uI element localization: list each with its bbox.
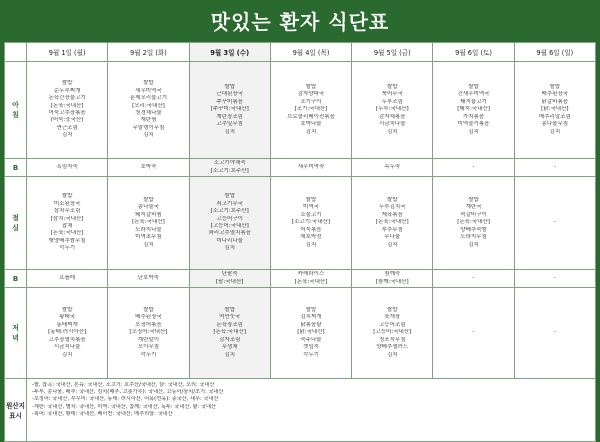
menu-item: 두부조림 [381, 98, 403, 105]
menu-item: 쌀밥 [61, 307, 73, 314]
meal-label-line: 아 [12, 101, 19, 109]
menu-item: 미역줄기볶음 [457, 121, 490, 128]
meal-label-line: 심 [12, 224, 19, 232]
menu-cell [27, 288, 108, 379]
menu-item: 김치 [468, 241, 479, 248]
origin-line: -두부, 콩나물, 배추: 국내산, 김치(배추, 고춧가루): 국내산, 고등어/삼치/조기: 국내산 [32, 389, 224, 396]
menu-item: 김치 [224, 351, 236, 358]
menu-item: 김치 [224, 245, 236, 252]
menu-item: 배추된장국 [135, 314, 162, 321]
menu-item: 흑임자죽 [56, 163, 78, 170]
menu-item: 호박죽 [140, 163, 157, 170]
menu-item: 돼지불고기 [460, 98, 487, 105]
menu-cell [352, 177, 433, 270]
menu-item: 애호박전 [300, 234, 322, 241]
meal-label-line: 침 [12, 111, 19, 119]
menu-cell [514, 270, 595, 288]
breakfast-row [5, 62, 596, 159]
menu-item: 감자채볶음 [378, 113, 406, 120]
menu-cell [108, 288, 189, 379]
menu-item: 떡만둣국 [219, 314, 241, 321]
menu-item: 햇양배추쌈무침 [48, 237, 86, 244]
menu-item: 쌀밥 [61, 193, 73, 200]
menu-item: 깍두기 [303, 351, 319, 358]
day-header: 9월 6일 (일) [514, 43, 595, 62]
menu-cell [270, 177, 351, 270]
origin-text [27, 379, 596, 442]
menu-item: 김치 [386, 241, 398, 248]
menu-item: 쌀밥 [468, 84, 479, 91]
menu-cell [270, 159, 351, 177]
menu-item: - [553, 274, 556, 281]
menu-item: 조기구이 [300, 98, 322, 105]
snack-row-morning [5, 159, 596, 177]
menu-item: 고등어조림 [378, 321, 406, 328]
menu-item: 참깨죽 [384, 271, 401, 278]
menu-item: [고등어:국내산] [210, 223, 249, 229]
menu-item: 단팥죽 [221, 271, 238, 278]
day-header: 9월 1일 (월) [27, 43, 108, 62]
menu-item: 어묵고추장볶음 [48, 110, 86, 116]
dinner-row [5, 288, 596, 379]
menu-item: 쇠고기무국 [216, 200, 243, 207]
menu-item: 호박나물 [300, 121, 322, 128]
origin-label: 원산지 표시 [5, 379, 27, 442]
menu-item: 오이무침 [137, 344, 160, 351]
origin-line: -북어: 국내산, 황태: 국내산, 베이컨: 국내산, 메추리알: 국내산 [32, 410, 173, 417]
menu-cell [189, 288, 270, 379]
day-header: 9월 5일 (금) [352, 43, 433, 62]
menu-item: 북어무국 [381, 91, 403, 98]
menu-item: 깍두기 [59, 245, 76, 252]
menu-item: 황태국 [59, 314, 76, 321]
menu-item: 계란말이 [137, 336, 160, 343]
menu-item: 고추잎무침 [216, 121, 243, 128]
meal-label [5, 288, 27, 379]
page-title: 맛있는 환자 식단표 [210, 10, 390, 34]
menu-cell [514, 159, 595, 177]
menu-item: [동태:러시아산] [48, 329, 87, 336]
menu-item: 김치 [305, 128, 317, 135]
day-header: 9월 6일 (토) [433, 43, 514, 62]
menu-item: 무말랭이무침 [132, 124, 165, 131]
menu-item: 미소된장국 [53, 200, 81, 207]
menu-item: 계란국 [465, 204, 482, 211]
menu-item: 쌀밥 [224, 307, 236, 314]
meal-label [5, 270, 27, 288]
menu-item: [돈육:국내산] [375, 219, 409, 226]
menu-item: [돈육:국내산] [457, 219, 490, 226]
menu-item: [삼치:국내산] [50, 215, 84, 222]
menu-cell [352, 270, 433, 288]
menu-item: - [553, 329, 556, 336]
menu-item: 시금치나물 [378, 121, 406, 128]
day-header: 9월 2일 (화) [108, 43, 189, 62]
menu-item: 김치찌개 [300, 314, 322, 321]
menu-item: 오징어볶음 [135, 321, 162, 328]
menu-item: [오징어:국내산] [129, 329, 168, 336]
menu-item: 요플레 [59, 274, 76, 281]
menu-item: 김치 [61, 351, 73, 358]
menu-item: 쌀밥 [305, 197, 317, 204]
menu-cell [514, 288, 595, 379]
menu-item: 가지볶음 [462, 113, 485, 120]
menu-item: 김치 [386, 128, 398, 135]
menu-item: 건새우미역국 [457, 91, 490, 98]
menu-item: - [553, 163, 556, 170]
menu-item: 쌀밥 [61, 80, 73, 87]
menu-item: [돈육:국내산] [50, 230, 84, 237]
menu-cell [352, 159, 433, 177]
menu-item: 동태찌개 [56, 321, 78, 328]
menu-item: 배추된장국 [541, 91, 569, 98]
menu-item: 쌀밥 [143, 197, 154, 204]
lunch-row [5, 177, 596, 270]
menu-cell [108, 177, 189, 270]
menu-cell [108, 62, 189, 159]
menu-item: 무생채 [221, 344, 238, 351]
menu-item: 미나리나물 [216, 237, 243, 244]
menu-item: 제육볶음 [381, 211, 403, 218]
menu-item: 메추리알조림 [538, 113, 571, 120]
menu-item: [돈육:국내산] [294, 278, 328, 285]
menu-cell [433, 177, 514, 270]
menu-item: 계란찜 [140, 117, 157, 124]
menu-item: 육개장 [384, 314, 401, 321]
menu-item: 꽈리고추멸치볶음 [208, 230, 251, 237]
menu-item: 미역국 [303, 204, 319, 211]
menu-item: 쌀밥 [224, 193, 236, 200]
menu-item: 쌀밥 [305, 84, 317, 91]
menu-item: [닭:국내산] [541, 106, 569, 113]
menu-cell [189, 62, 270, 159]
menu-item: 고추장멸치볶음 [48, 336, 86, 343]
menu-cell [27, 62, 108, 159]
menu-item: - [553, 219, 556, 226]
menu-cell [433, 159, 514, 177]
menu-item: [조기:국내산] [294, 106, 328, 113]
menu-item: 무나물 [384, 234, 401, 241]
menu-item: 김치 [61, 132, 73, 139]
menu-item: [팥:국내산] [216, 278, 244, 285]
menu-item: 쌀밥 [386, 307, 398, 314]
menu-item: 쌀밥 [386, 84, 398, 91]
menu-cell [27, 270, 108, 288]
origin-line: -쌀, 잡곡: 국내산, 돈육: 국내산, 소고기: 호주산/국내산, 닭: 국내산, 오리: 국내산 [32, 382, 215, 388]
menu-cell [433, 62, 514, 159]
menu-item: 순두부찌개 [53, 87, 81, 94]
menu-item: 고등어구이 [216, 215, 243, 222]
meal-label-line: B [12, 274, 19, 283]
menu-item: 떡갈비구이 [460, 211, 487, 218]
menu-cell [514, 177, 595, 270]
menu-item: 깍두기 [140, 351, 157, 358]
menu-item: 근대된장국 [216, 91, 243, 98]
menu-item: 콩나물국 [137, 204, 160, 211]
menu-item: - [472, 274, 475, 281]
menu-item: 쌀밥 [549, 84, 561, 91]
menu-item: 연근조림 [56, 124, 78, 131]
menu-item: 잡채 [61, 223, 73, 229]
menu-item: [돈육:국내산] [132, 219, 165, 226]
menu-cell [27, 177, 108, 270]
menu-item: 미역초무침 [135, 234, 162, 241]
menu-item: 김치 [143, 241, 154, 248]
menu-item: 김치 [386, 351, 398, 358]
meal-label-line: 점 [12, 214, 19, 222]
menu-item: 소불고기 [300, 211, 322, 218]
menu-item: [소고기:국내산] [291, 219, 330, 226]
meal-label-line: 녁 [12, 334, 19, 342]
menu-item: 김치 [549, 128, 561, 135]
menu-item: 쭈꾸미볶음 [216, 98, 243, 105]
menu-item: 훈제오리불고기 [129, 95, 168, 102]
menu-item: [오리:국내산] [132, 102, 165, 109]
menu-item: [소고기:호주산] [210, 167, 249, 174]
menu-item: 새우미역죽 [297, 163, 325, 170]
menu-cell [108, 270, 189, 288]
meal-table [4, 42, 596, 442]
menu-item: - [472, 163, 475, 170]
menu-item: 감자조림 [219, 336, 241, 343]
menu-item: 돈육장조림 [216, 321, 243, 328]
snack-row-afternoon [5, 270, 596, 288]
origin-line: -오징어: 국내산, 쭈꾸미: 국내산, 동태: 러시아산, 어묵(연육): 중국산, 새우: 국내산 [32, 396, 219, 403]
menu-item: 쌀밥 [386, 197, 398, 204]
menu-item: 단호박죽 [137, 274, 160, 281]
menu-item: 부추무침 [381, 226, 403, 233]
menu-cell [433, 270, 514, 288]
menu-item: 계란장조림 [216, 113, 243, 120]
menu-cell [433, 288, 514, 379]
menu-cell [270, 62, 351, 159]
menu-item: 어묵볶음 [300, 226, 322, 233]
menu-item: [참깨:국내산] [375, 278, 409, 285]
menu-item: 깻잎지 [303, 344, 319, 351]
menu-item: 감자양파국 [297, 91, 325, 98]
menu-item: 콩나물무침 [541, 121, 569, 128]
meal-label-line: B [12, 163, 19, 172]
menu-cell [270, 270, 351, 288]
menu-cell [352, 62, 433, 159]
menu-item: [두부:국내산] [375, 106, 409, 113]
menu-item: 쌀밥 [143, 307, 154, 314]
menu-item: [돈육:국내산] [50, 102, 84, 109]
menu-item: [돼지:국내산] [457, 106, 490, 113]
menu-item: 시금치나물 [53, 344, 81, 351]
menu-item: 돈육간장불고기 [48, 95, 86, 102]
menu-item: (어묵:중국산) [50, 117, 84, 124]
menu-item: 김치 [305, 241, 317, 248]
meal-label [5, 62, 27, 159]
menu-cell [514, 62, 595, 159]
menu-item: 김치 [143, 132, 154, 139]
meal-label [5, 177, 27, 270]
menu-item: 청포묵무침 [378, 336, 406, 343]
menu-item: 소고기야채죽 [213, 160, 246, 167]
day-header-active: 9월 3일 (수) [189, 43, 270, 62]
menu-item: 도라지나물 [135, 226, 162, 233]
menu-item: 숙주나물 [300, 336, 322, 343]
menu-item: 양배추숙쌈 [460, 226, 487, 233]
day-header: 9월 4일 (목) [270, 43, 351, 62]
meal-label [5, 159, 27, 177]
menu-item: 새우미역국 [135, 87, 162, 94]
menu-cell [189, 159, 270, 177]
menu-item: 김치 [224, 128, 236, 135]
menu-item: 닭볶음탕 [300, 321, 322, 328]
menu-item: 두부김치국 [378, 204, 406, 211]
menu-cell [270, 288, 351, 379]
meal-label-line: 저 [12, 324, 19, 332]
menu-item: 닭갈비볶음 [541, 98, 569, 105]
menu-cell [108, 159, 189, 177]
menu-cell [189, 177, 270, 270]
menu-item: 쌀밥 [468, 197, 479, 204]
menu-item: 도라지무침 [460, 234, 487, 241]
menu-item: 카레라이스 [297, 271, 325, 278]
menu-item: 쌀밥 [224, 84, 236, 91]
menu-cell [27, 159, 108, 177]
menu-item: [닭:국내산] [297, 329, 325, 336]
menu-item: [쭈꾸미:국내산] [210, 106, 249, 113]
menu-item: 청경채나물 [135, 110, 162, 116]
menu-cell [352, 288, 433, 379]
menu-item: 양배추샐러드 [376, 344, 409, 351]
menu-item: 녹두죽 [384, 163, 401, 170]
menu-item: [소고기:호주산] [210, 208, 249, 215]
menu-item: 삼치무조림 [53, 208, 81, 215]
menu-item: 돼지갈비찜 [135, 211, 162, 218]
menu-item: [고등어:국내산] [373, 329, 412, 336]
menu-item: 쌀밥 [305, 307, 317, 314]
menu-item: 김치 [468, 128, 479, 135]
origin-line: -계란: 국내산, 멸치: 국내산, 미역: 국내산, 참깨: 국내산, 녹두: 국내산, 팥: 국내산 [32, 403, 217, 410]
menu-item: 쌀밥 [143, 80, 154, 87]
corner-cell [5, 43, 27, 62]
menu-cell [189, 270, 270, 288]
menu-item: [돈육:국내산] [213, 329, 247, 336]
menu-item: - [472, 329, 475, 336]
menu-item: 브로콜리베이컨볶음 [287, 113, 335, 120]
day-header-row [5, 43, 596, 62]
origin-row [5, 379, 596, 442]
